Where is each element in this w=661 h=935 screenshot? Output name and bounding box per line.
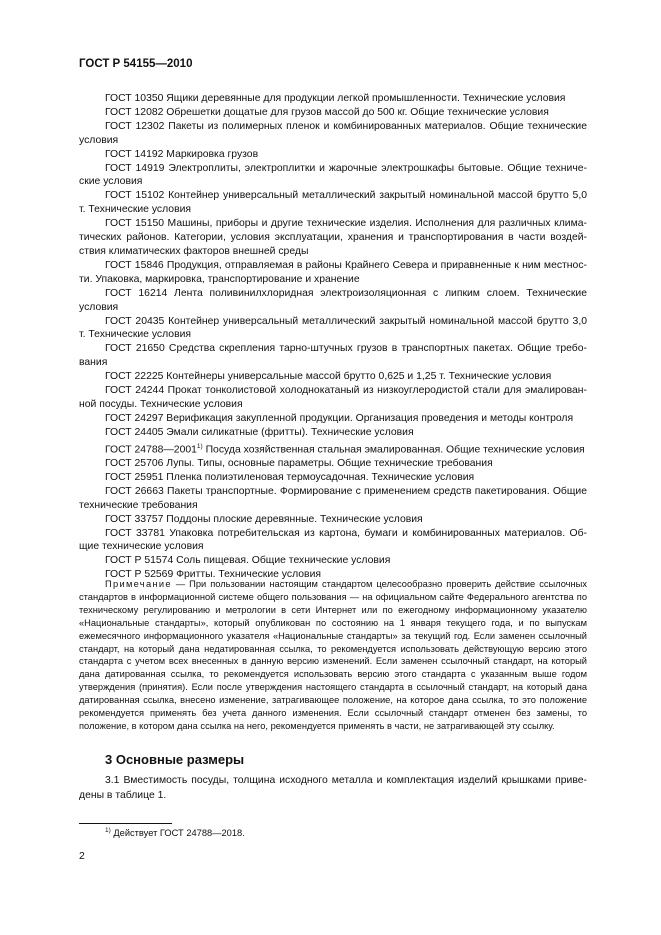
reference-code: ГОСТ 24788—2001 [105, 444, 197, 456]
reference-item: ГОСТ 21650 Средства скрепления тарно-штучных грузов в транспортных пакетах. Общие требования [79, 343, 587, 369]
reference-item: ГОСТ 22225 Контейнеры универсальные массой брутто 0,625 и 1,25 т. Технические условия [105, 371, 552, 383]
footnote-marker: 1) [105, 827, 111, 834]
section-heading: 3 Основные размеры [105, 752, 245, 767]
note-label: Примечание [105, 579, 172, 589]
note-paragraph [79, 578, 587, 733]
reference-title: Посуда хозяйственная стальная эмалированная. Общие технические условия [202, 444, 585, 456]
reference-item: ГОСТ 33757 Поддоны плоские деревянные. Технические условия [105, 513, 423, 525]
reference-item: ГОСТ Р 52569 Фритты. Технические условия [105, 569, 321, 581]
footnote-text: Действует ГОСТ 24788—2018. [110, 828, 245, 839]
reference-item: ГОСТ 25951 Пленка полиэтиленовая термоусадочная. Технические условия [105, 471, 475, 483]
normative-references [79, 92, 587, 582]
reference-item-24788 [79, 440, 587, 457]
reference-item: ГОСТ 15102 Контейнер универсальный металлический закрытый номинальной массой брутто 5,0 т. Технические условия [79, 190, 587, 216]
reference-item: ГОСТ 10350 Ящики деревянные для продукции легкой промышленности. Технические условия [105, 93, 566, 104]
reference-item: ГОСТ 15150 Машины, приборы и другие технические изделия. Исполнения для различных климатических районов. Категории, условия эксплуатации, хранения и транспортирования в части воздействия климатических факторов внешней среды [79, 218, 587, 257]
note-text: — При пользовании настоящим стандартом целесообразно проверить действие ссылочных стандартов в информационной системе общего пользования — на официальном сайте Федерального агентства по техническому регулированию и метрологии в сети Интернет или по ежегодному информационному указателю «Национальные стандарты», который опубликован по состоянию на 1 января текущего года, и по выпускам ежемесячного информационного указателя «Национальные стандарты» за текущий год. Если заменен ссылочный стандарт, на который дана недатированная ссылка, то рекомендуется использовать действующую версию этого стандарта с учетом всех внесенных в данную версию изменений. Если заменен ссылочный стандарт, на который дана датированная ссылка, то рекомендуется использовать версию этого стандарта с указанным выше годом утверждения (принятия). Если после утверждения настоящего стандарта в ссылочный стандарт, на который дана датированная ссылка, внесено изменение, затрагивающее положение, на которое дана ссылка, то это положение рекомендуется применять без учета данного изменения. Если ссылочный стандарт отменен без замены, то положение, в котором дана ссылка на него, рекомендуется применять в части, не затрагивающей эту ссылку. [79, 579, 587, 731]
reference-item: ГОСТ 25706 Лупы. Типы, основные параметры. Общие технические требования [105, 458, 493, 470]
reference-item: ГОСТ 14192 Маркировка грузов [105, 148, 259, 160]
reference-item: ГОСТ 12302 Пакеты из полимерных пленок и комбинированных материалов. Общие технические условия [79, 120, 587, 146]
footnote-marker: 1) [196, 442, 203, 450]
reference-item: ГОСТ 14919 Электроплиты, электроплитки и жарочные электрошкафы бытовые. Общие технические условия [79, 162, 587, 188]
footnote-divider [79, 823, 172, 824]
reference-item: ГОСТ 24244 Прокат тонколистовой холоднокатаный из низкоуглеродистой стали для эмалированной посуды. Технические условия [79, 385, 587, 410]
reference-item: ГОСТ Р 51574 Соль пищевая. Общие технические условия [105, 555, 391, 567]
reference-item: ГОСТ 26663 Пакеты транспортные. Формирование с применением средств пакетирования. Общие технические требования [79, 485, 587, 511]
reference-item: ГОСТ 20435 Контейнер универсальный металлический закрытый номинальной массой брутто 3,0 т. Технические условия [79, 315, 587, 341]
reference-item: ГОСТ 15846 Продукция, отправляемая в районы Крайнего Севера и приравненные к ним местности. Упаковка, маркировка, транспортирование и хранение [79, 259, 587, 285]
reference-item: ГОСТ 16214 Лента поливинилхлоридная электроизоляционная с липким слоем. Технические условия [79, 287, 587, 313]
reference-item: ГОСТ 24297 Верификация закупленной продукции. Организация проведения и методы контроля [105, 412, 574, 424]
footnote [105, 827, 245, 838]
reference-item: ГОСТ 33781 Упаковка потребительская из картона, бумаги и комбинированных материалов. Общие технические условия [79, 527, 587, 553]
reference-item: ГОСТ 24405 Эмали силикатные (фритты). Технические условия [105, 426, 414, 438]
page-number: 2 [79, 851, 85, 862]
document-header: ГОСТ Р 54155—2010 [79, 58, 193, 70]
body-paragraph: 3.1 Вместимость посуды, толщина исходного металла и комплектация изделий крышками приведены в таблице 1. [79, 775, 587, 801]
reference-item: ГОСТ 12082 Обрешетки дощатые для грузов массой до 500 кг. Общие технические условия [105, 106, 549, 118]
